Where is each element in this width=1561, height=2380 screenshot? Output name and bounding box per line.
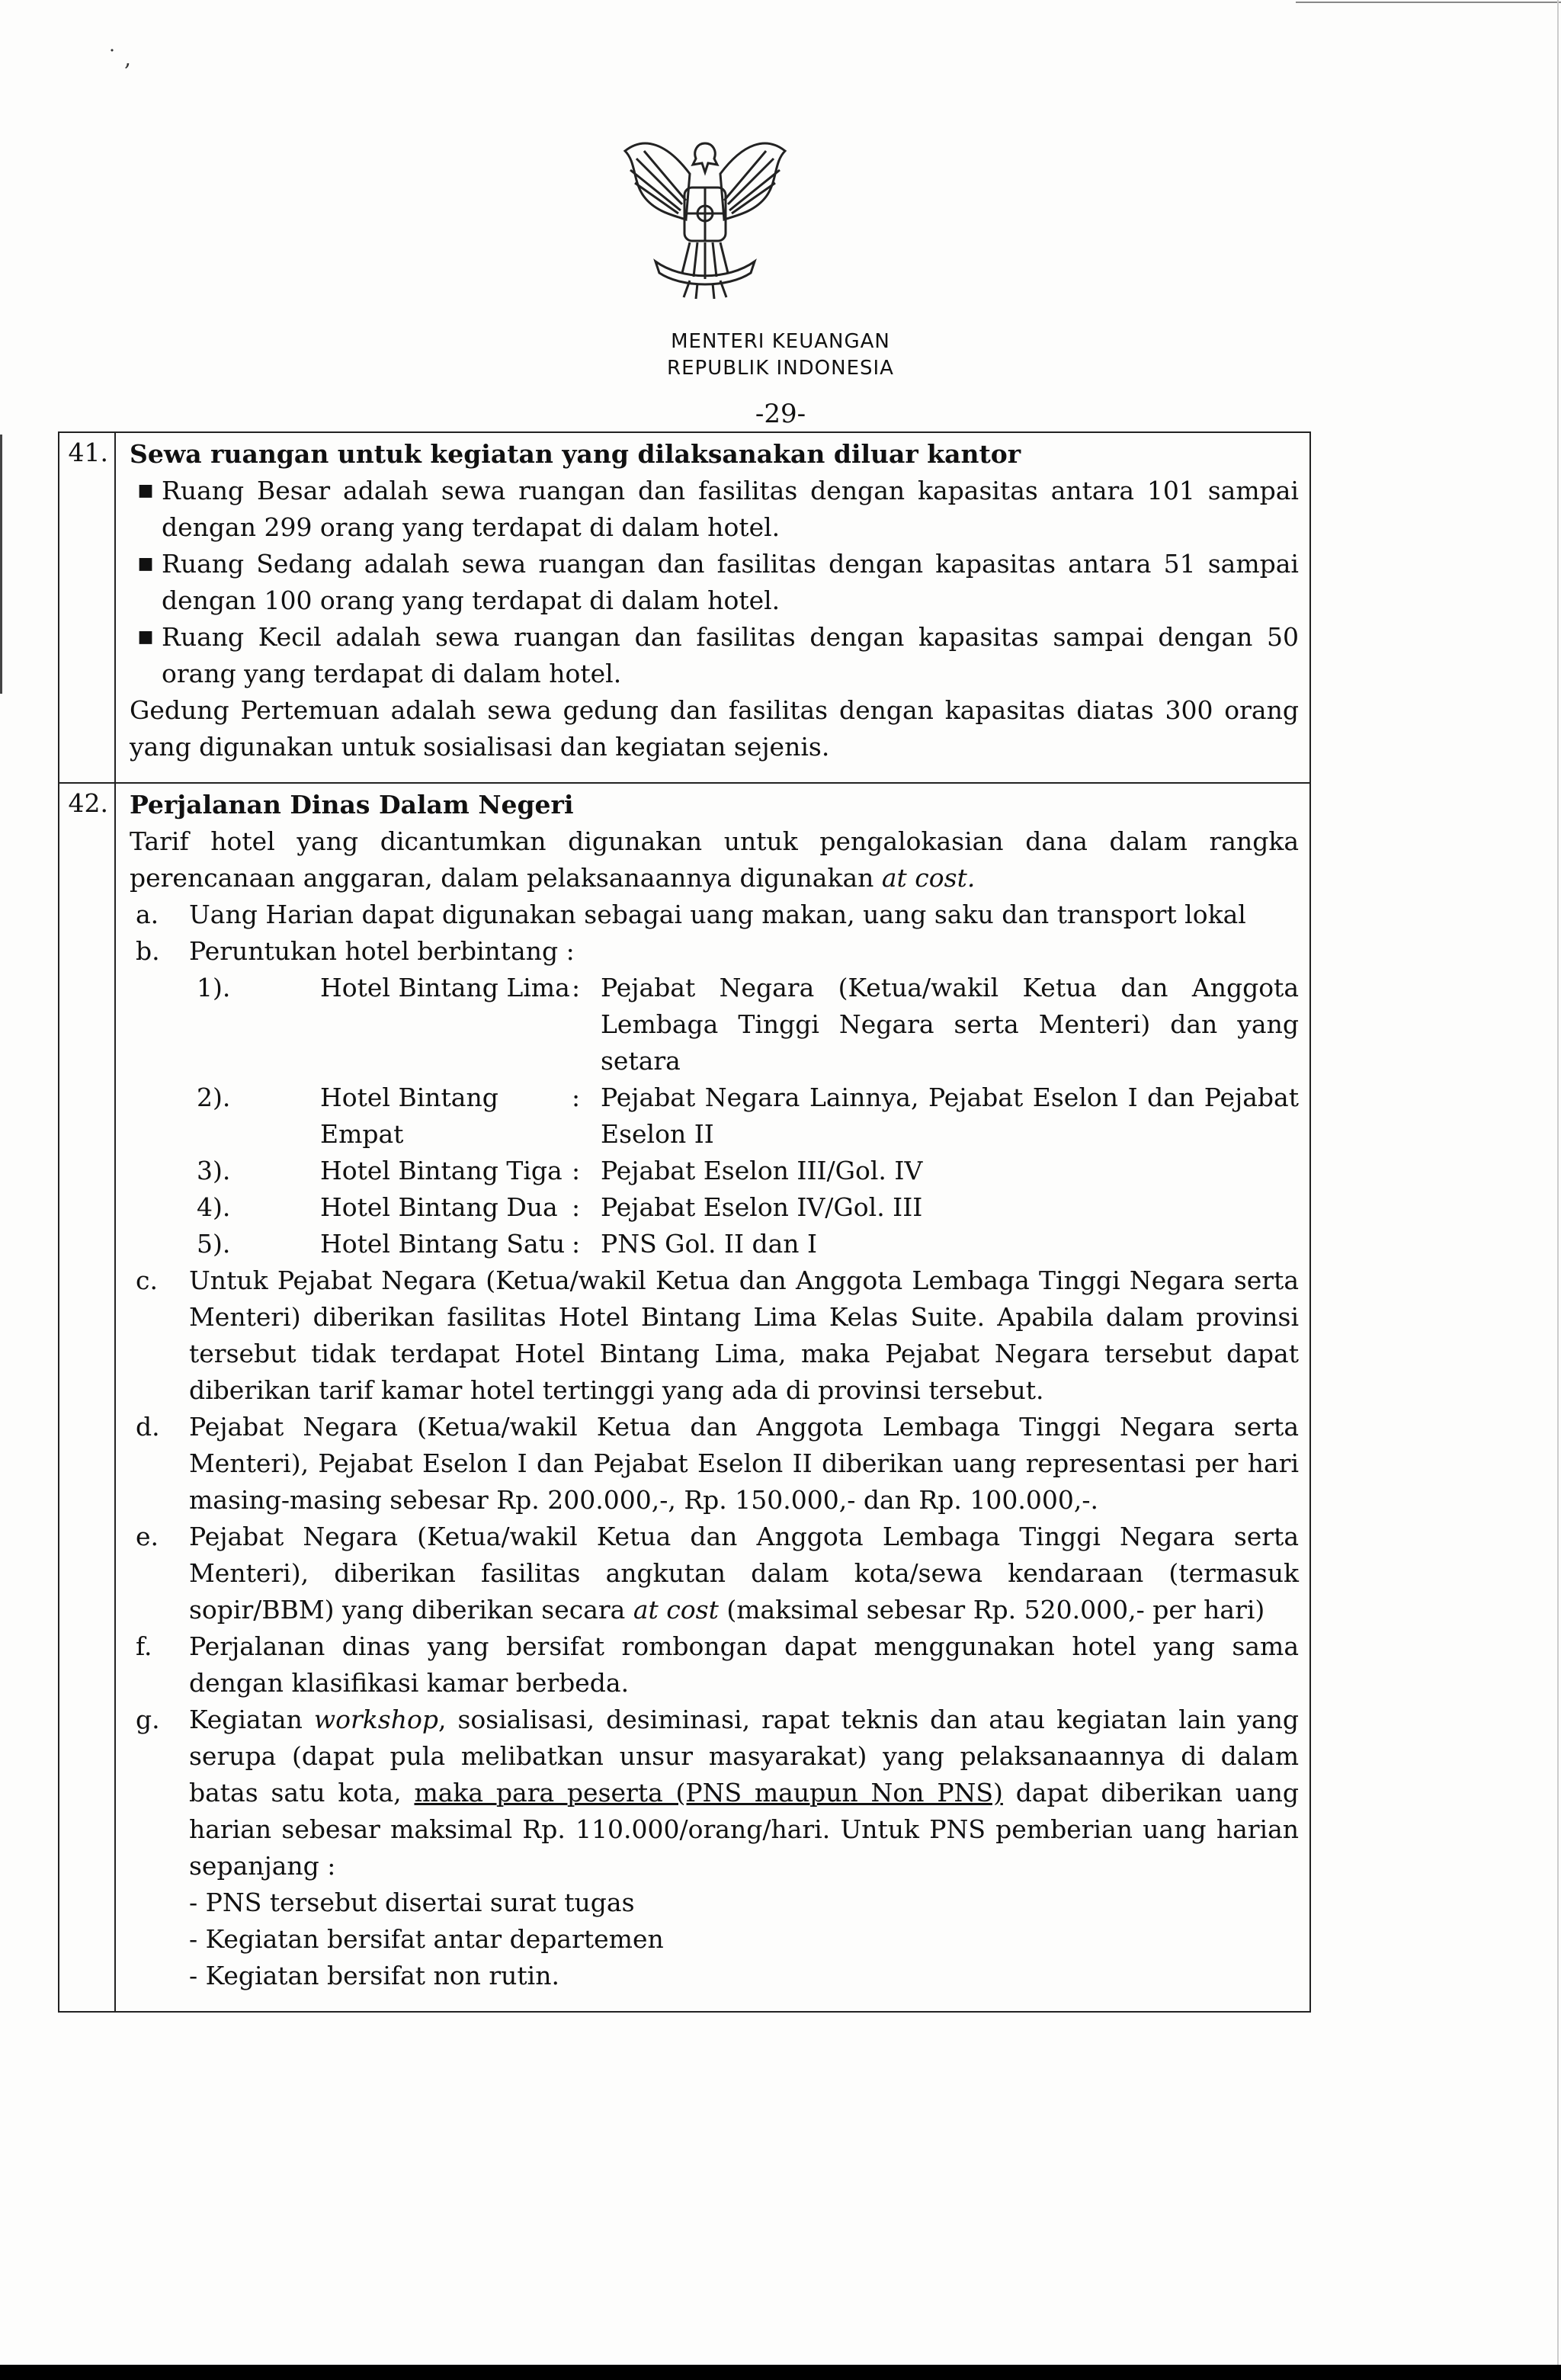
bullet-icon: ■ [137, 627, 154, 646]
scan-edge-left [0, 435, 2, 694]
item-title: Perjalanan Dinas Dalam Negeri [130, 790, 574, 820]
regulation-table [58, 431, 1311, 2013]
bullet-icon: ■ [137, 554, 154, 573]
hotel-row: 1). Hotel Bintang Lima : Pejabat Negara (Ketua/wakil Ketua dan Anggota Lembaga Tinggi Negara serta Menteri) dan yang setara [197, 973, 1299, 1076]
dash-item: - Kegiatan bersifat non rutin. [189, 1961, 559, 1990]
item-content [116, 784, 1309, 2011]
list-item: ■ Ruang Kecil adalah sewa ruangan dan fasilitas dengan kapasitas sampai dengan 50 orang yang terdapat di dalam hotel. [130, 619, 1299, 692]
item-title: Sewa ruangan untuk kegiatan yang dilaksanakan diluar kantor [130, 439, 1021, 469]
item-number: 42. [59, 784, 116, 2011]
hotel-row: 4). Hotel Bintang Dua : Pejabat Eselon IV/Gol. III [197, 1192, 923, 1222]
ministry-title: MENTERI KEUANGAN [671, 330, 890, 353]
page-number: -29- [755, 399, 806, 429]
scan-specks: ˙ ‚ [107, 46, 131, 71]
list-item-f: f. Perjalanan dinas yang bersifat rombongan dapat menggunakan hotel yang sama dengan klasifikasi kamar berbeda. [136, 1631, 1299, 1698]
item-content [116, 433, 1309, 782]
hotel-row: 3). Hotel Bintang Tiga : Pejabat Eselon III/Gol. IV [197, 1156, 923, 1185]
list-item: ■ Ruang Sedang adalah sewa ruangan dan fasilitas dengan kapasitas antara 51 sampai dengan 100 orang yang terdapat di dalam hotel. [130, 546, 1299, 619]
list-item-g: g. Kegiatan workshop, sosialisasi, desiminasi, rapat teknis dan atau kegiatan lain yang serupa (dapat pula melibatkan unsur masyarakat) yang pelaksanaannya di dalam batas satu kota, maka para peserta (PNS maupun Non PNS) dapat diberikan uang harian sebesar maksimal Rp. 110.000/orang/hari. Untuk PNS pemberian uang harian sepanjang : [136, 1705, 1300, 1881]
bullet-icon: ■ [137, 481, 154, 500]
hotel-row: 5). Hotel Bintang Satu : PNS Gol. II dan I [197, 1229, 818, 1259]
list-item-c: c. Untuk Pejabat Negara (Ketua/wakil Ketua dan Anggota Lembaga Tinggi Negara serta Menteri) diberikan fasilitas Hotel Bintang Lima Kelas Suite. Apabila dalam provinsi tersebut tidak terdapat Hotel Bintang Lima, maka Pejabat Negara tersebut dapat diberikan tarif kamar hotel tertinggi yang ada di provinsi tersebut. [136, 1265, 1299, 1405]
table-row [59, 782, 1309, 2013]
list-item-e: e. Pejabat Negara (Ketua/wakil Ketua dan Anggota Lembaga Tinggi Negara serta Menteri), diberikan fasilitas angkutan dalam kota/sewa kendaraan (termasuk sopir/BBM) yang diberikan secara at cost (maksimal sebesar Rp. 520.000,- per hari) [136, 1522, 1299, 1625]
list-item-a: a. Uang Harian dapat digunakan sebagai uang makan, uang saku dan transport lokal [136, 900, 1246, 929]
dash-item: - Kegiatan bersifat antar departemen [189, 1924, 664, 1954]
dash-item: - PNS tersebut disertai surat tugas [189, 1888, 635, 1917]
hotel-row: 2). Hotel Bintang Empat : Pejabat Negara Lainnya, Pejabat Eselon I dan Pejabat Eselon II [197, 1083, 1299, 1149]
list-item-b: b. Peruntukan hotel berbintang : [136, 936, 575, 966]
item-number: 41. [59, 433, 116, 782]
intro-paragraph: Tarif hotel yang dicantumkan digunakan untuk pengalokasian dana dalam rangka perencanaan anggaran, dalam pelaksanaannya digunakan at cost. [130, 826, 1299, 893]
garuda-emblem-icon [614, 128, 797, 303]
list-item-d: d. Pejabat Negara (Ketua/wakil Ketua dan Anggota Lembaga Tinggi Negara serta Menteri), Pejabat Eselon I dan Pejabat Eselon II diberikan uang representasi per hari masing-masing sebesar Rp. 200.000,-, Rp. 150.000,- dan Rp. 100.000,-. [136, 1412, 1299, 1515]
list-item: ■ Ruang Besar adalah sewa ruangan dan fasilitas dengan kapasitas antara 101 sampai dengan 299 orang yang terdapat di dalam hotel. [130, 473, 1299, 546]
scan-edge-bottom [0, 2365, 1561, 2380]
closing-paragraph: Gedung Pertemuan adalah sewa gedung dan fasilitas dengan kapasitas diatas 300 orang yang digunakan untuk sosialisasi dan kegiatan sejenis. [130, 695, 1299, 762]
scan-edge-top [1296, 2, 1561, 3]
ministry-country: REPUBLIK INDONESIA [667, 357, 894, 380]
table-row [59, 431, 1309, 782]
